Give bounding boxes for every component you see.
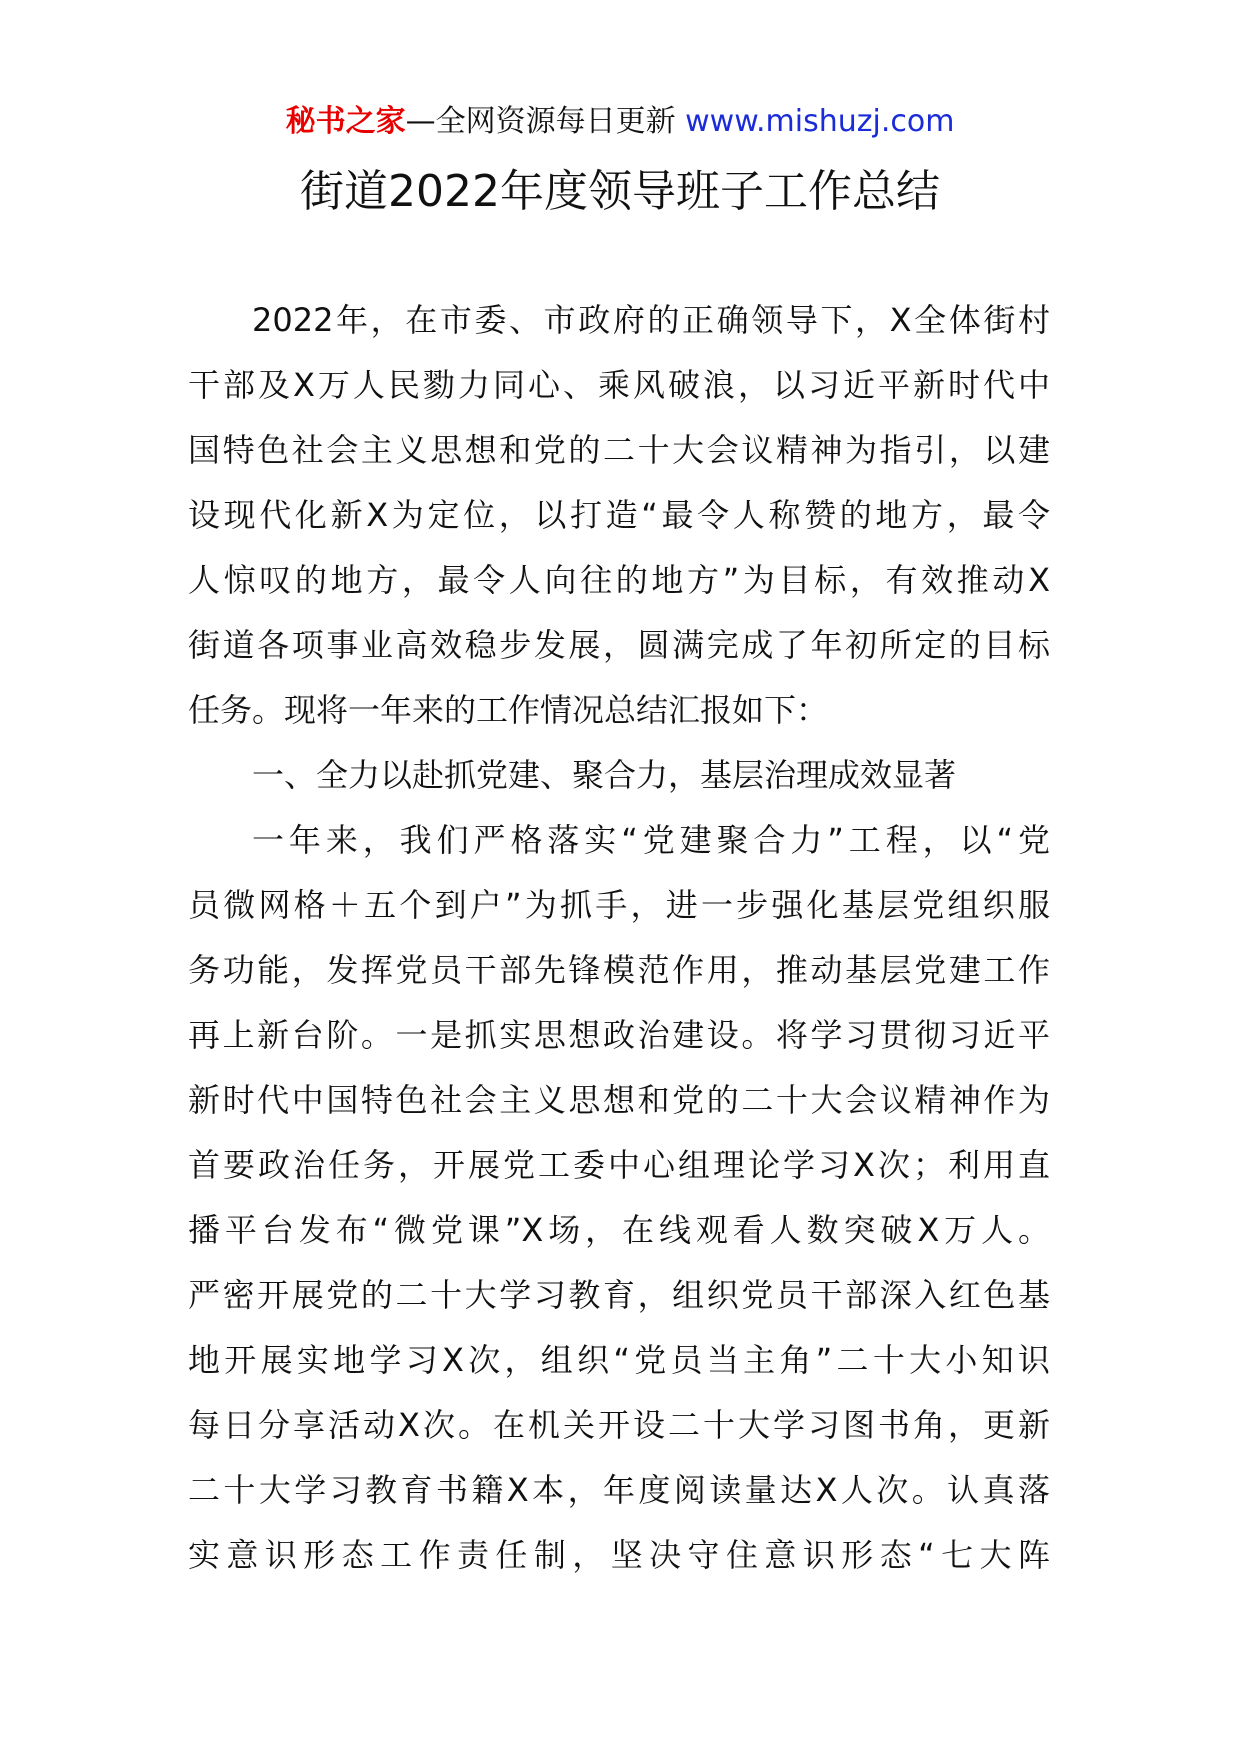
body-line: 新时代中国特色社会主义思想和党的二十大会议精神作为 [188, 1081, 1050, 1119]
body-line: 一年来，我们严格落实“党建聚合力”工程，以“党 [252, 821, 1050, 859]
body-line: 任务。现将一年来的工作情况总结汇报如下： [188, 691, 829, 729]
body-line: 每日分享活动X次。在机关开设二十大学习图书角，更新 [188, 1406, 1050, 1444]
document-title: 街道2022年度领导班子工作总结 [300, 166, 940, 217]
body-line: 干部及X万人民勠力同心、乘风破浪，以习近平新时代中 [188, 366, 1050, 404]
body-line: 二十大学习教育书籍X本，年度阅读量达X人次。认真落 [188, 1471, 1050, 1509]
banner-slogan: —全网资源每日更新 [405, 104, 676, 139]
body-line: 播平台发布“微党课”X场，在线观看人数突破X万人。 [188, 1211, 1050, 1249]
brand-name: 秘书之家 [285, 104, 406, 139]
body-line: 街道各项事业高效稳步发展，圆满完成了年初所定的目标 [188, 626, 1050, 664]
body-line: 地开展实地学习X次，组织“党员当主角”二十大小知识 [188, 1341, 1050, 1379]
body-line: 国特色社会主义思想和党的二十大会议精神为指引，以建 [188, 431, 1050, 469]
body-line: 设现代化新X为定位，以打造“最令人称赞的地方，最令 [188, 496, 1050, 534]
body-line: 严密开展党的二十大学习教育，组织党员干部深入红色基 [188, 1276, 1050, 1314]
body-line: 员微网格＋五个到户”为抓手，进一步强化基层党组织服 [188, 886, 1050, 924]
section-heading: 一、全力以赴抓党建、聚合力，基层治理成效显著 [252, 756, 957, 794]
body-line: 实意识形态工作责任制，坚决守住意识形态“七大阵 [188, 1536, 1050, 1574]
site-banner [0, 100, 1240, 144]
site-url-link[interactable]: www.mishuzj.com [685, 104, 955, 139]
document-body [188, 288, 1050, 1588]
body-line: 2022年，在市委、市政府的正确领导下，X全体街村 [252, 301, 1050, 339]
body-line: 再上新台阶。一是抓实思想政治建设。将学习贯彻习近平 [188, 1016, 1050, 1054]
body-line: 首要政治任务，开展党工委中心组理论学习X次；利用直 [188, 1146, 1050, 1184]
body-line: 人惊叹的地方，最令人向往的地方”为目标，有效推动X [188, 561, 1050, 599]
body-line: 务功能，发挥党员干部先锋模范作用，推动基层党建工作 [188, 951, 1050, 989]
